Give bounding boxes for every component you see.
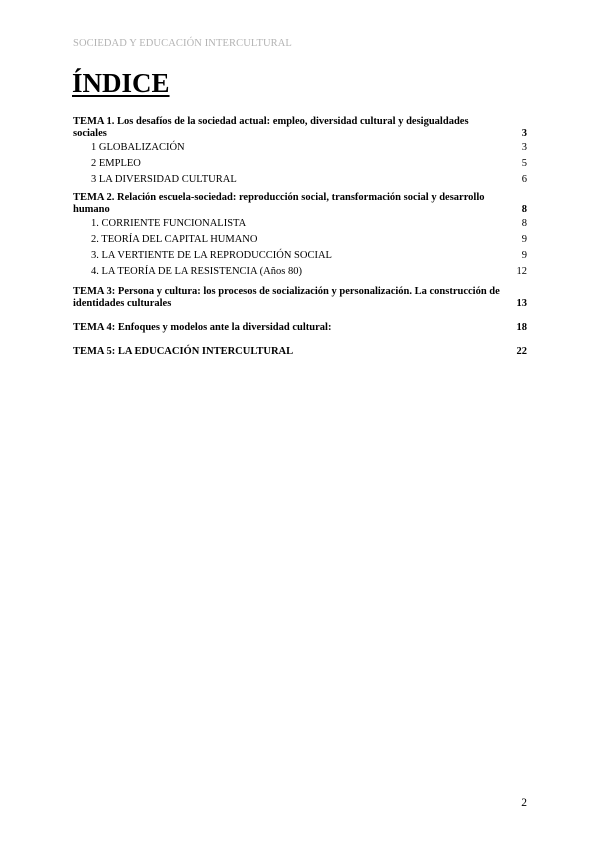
toc-subentry-label: 3 LA DIVERSIDAD CULTURAL [91,174,237,185]
toc-entry-tema-4[interactable] [73,322,527,334]
toc-subentry[interactable] [73,232,527,248]
toc-entry-label: TEMA 4: Enfoques y modelos ante la diversidad cultural: [73,322,332,333]
toc-subentry[interactable] [73,172,527,188]
toc-entry-tema-1[interactable] [73,116,527,140]
toc-subentry-label: 1. CORRIENTE FUNCIONALISTA [91,218,247,229]
toc-entry-label-line: TEMA 2. Relación escuela-sociedad: reproducción social, transformación social y desarrollo [73,192,485,203]
toc-subentry-label: 1 GLOBALIZACIÓN [91,142,185,153]
toc-entry-page: 3 [521,128,527,139]
toc-subentry-page: 9 [521,250,527,261]
toc-entry-label-line: TEMA 3: Persona y cultura: los procesos de socialización y personalización. La construcción de [73,286,500,297]
toc-entry-page: 13 [516,298,527,309]
toc-subentry-label: 2 EMPLEO [91,158,141,169]
toc-entry-label-line: humano [73,204,110,215]
toc-subentry-page: 3 [521,142,527,153]
page-number: 2 [521,797,527,809]
toc-entry-tema-2[interactable] [73,192,527,216]
toc-subentry-page: 8 [521,218,527,229]
toc-subentry-page: 9 [521,234,527,245]
toc-subentry[interactable] [73,216,527,232]
toc-subentry-page: 6 [521,174,527,185]
page-title: ÍNDICE [72,68,170,98]
toc-entry-page: 18 [516,322,527,333]
toc-subentry[interactable] [73,156,527,172]
running-header: SOCIEDAD Y EDUCACIÓN INTERCULTURAL [73,38,292,49]
toc-subentry-page: 12 [516,266,527,277]
toc-subentry[interactable] [73,140,527,156]
toc-entry-label-line: TEMA 1. Los desafíos de la sociedad actual: empleo, diversidad cultural y desigualdades [73,116,469,127]
toc-entry-page: 8 [521,204,527,215]
toc-entry-label-line: identidades culturales [73,298,172,309]
toc-entry-label: TEMA 5: LA EDUCACIÓN INTERCULTURAL [73,346,294,357]
toc-subentry-page: 5 [521,158,527,169]
toc-entry-tema-5[interactable] [73,346,527,358]
toc-entry-tema-3[interactable] [73,286,527,310]
toc-subentry-label: 2. TEORÍA DEL CAPITAL HUMANO [91,234,258,245]
toc-entry-label-line: sociales [73,128,107,139]
table-of-contents [73,116,527,358]
toc-subentry-label: 4. LA TEORÍA DE LA RESISTENCIA (Años 80) [91,266,302,277]
toc-entry-page: 22 [516,346,527,357]
toc-subentry[interactable] [73,248,527,264]
toc-subentry[interactable] [73,264,527,280]
toc-subentry-label: 3. LA VERTIENTE DE LA REPRODUCCIÓN SOCIAL [91,250,332,261]
